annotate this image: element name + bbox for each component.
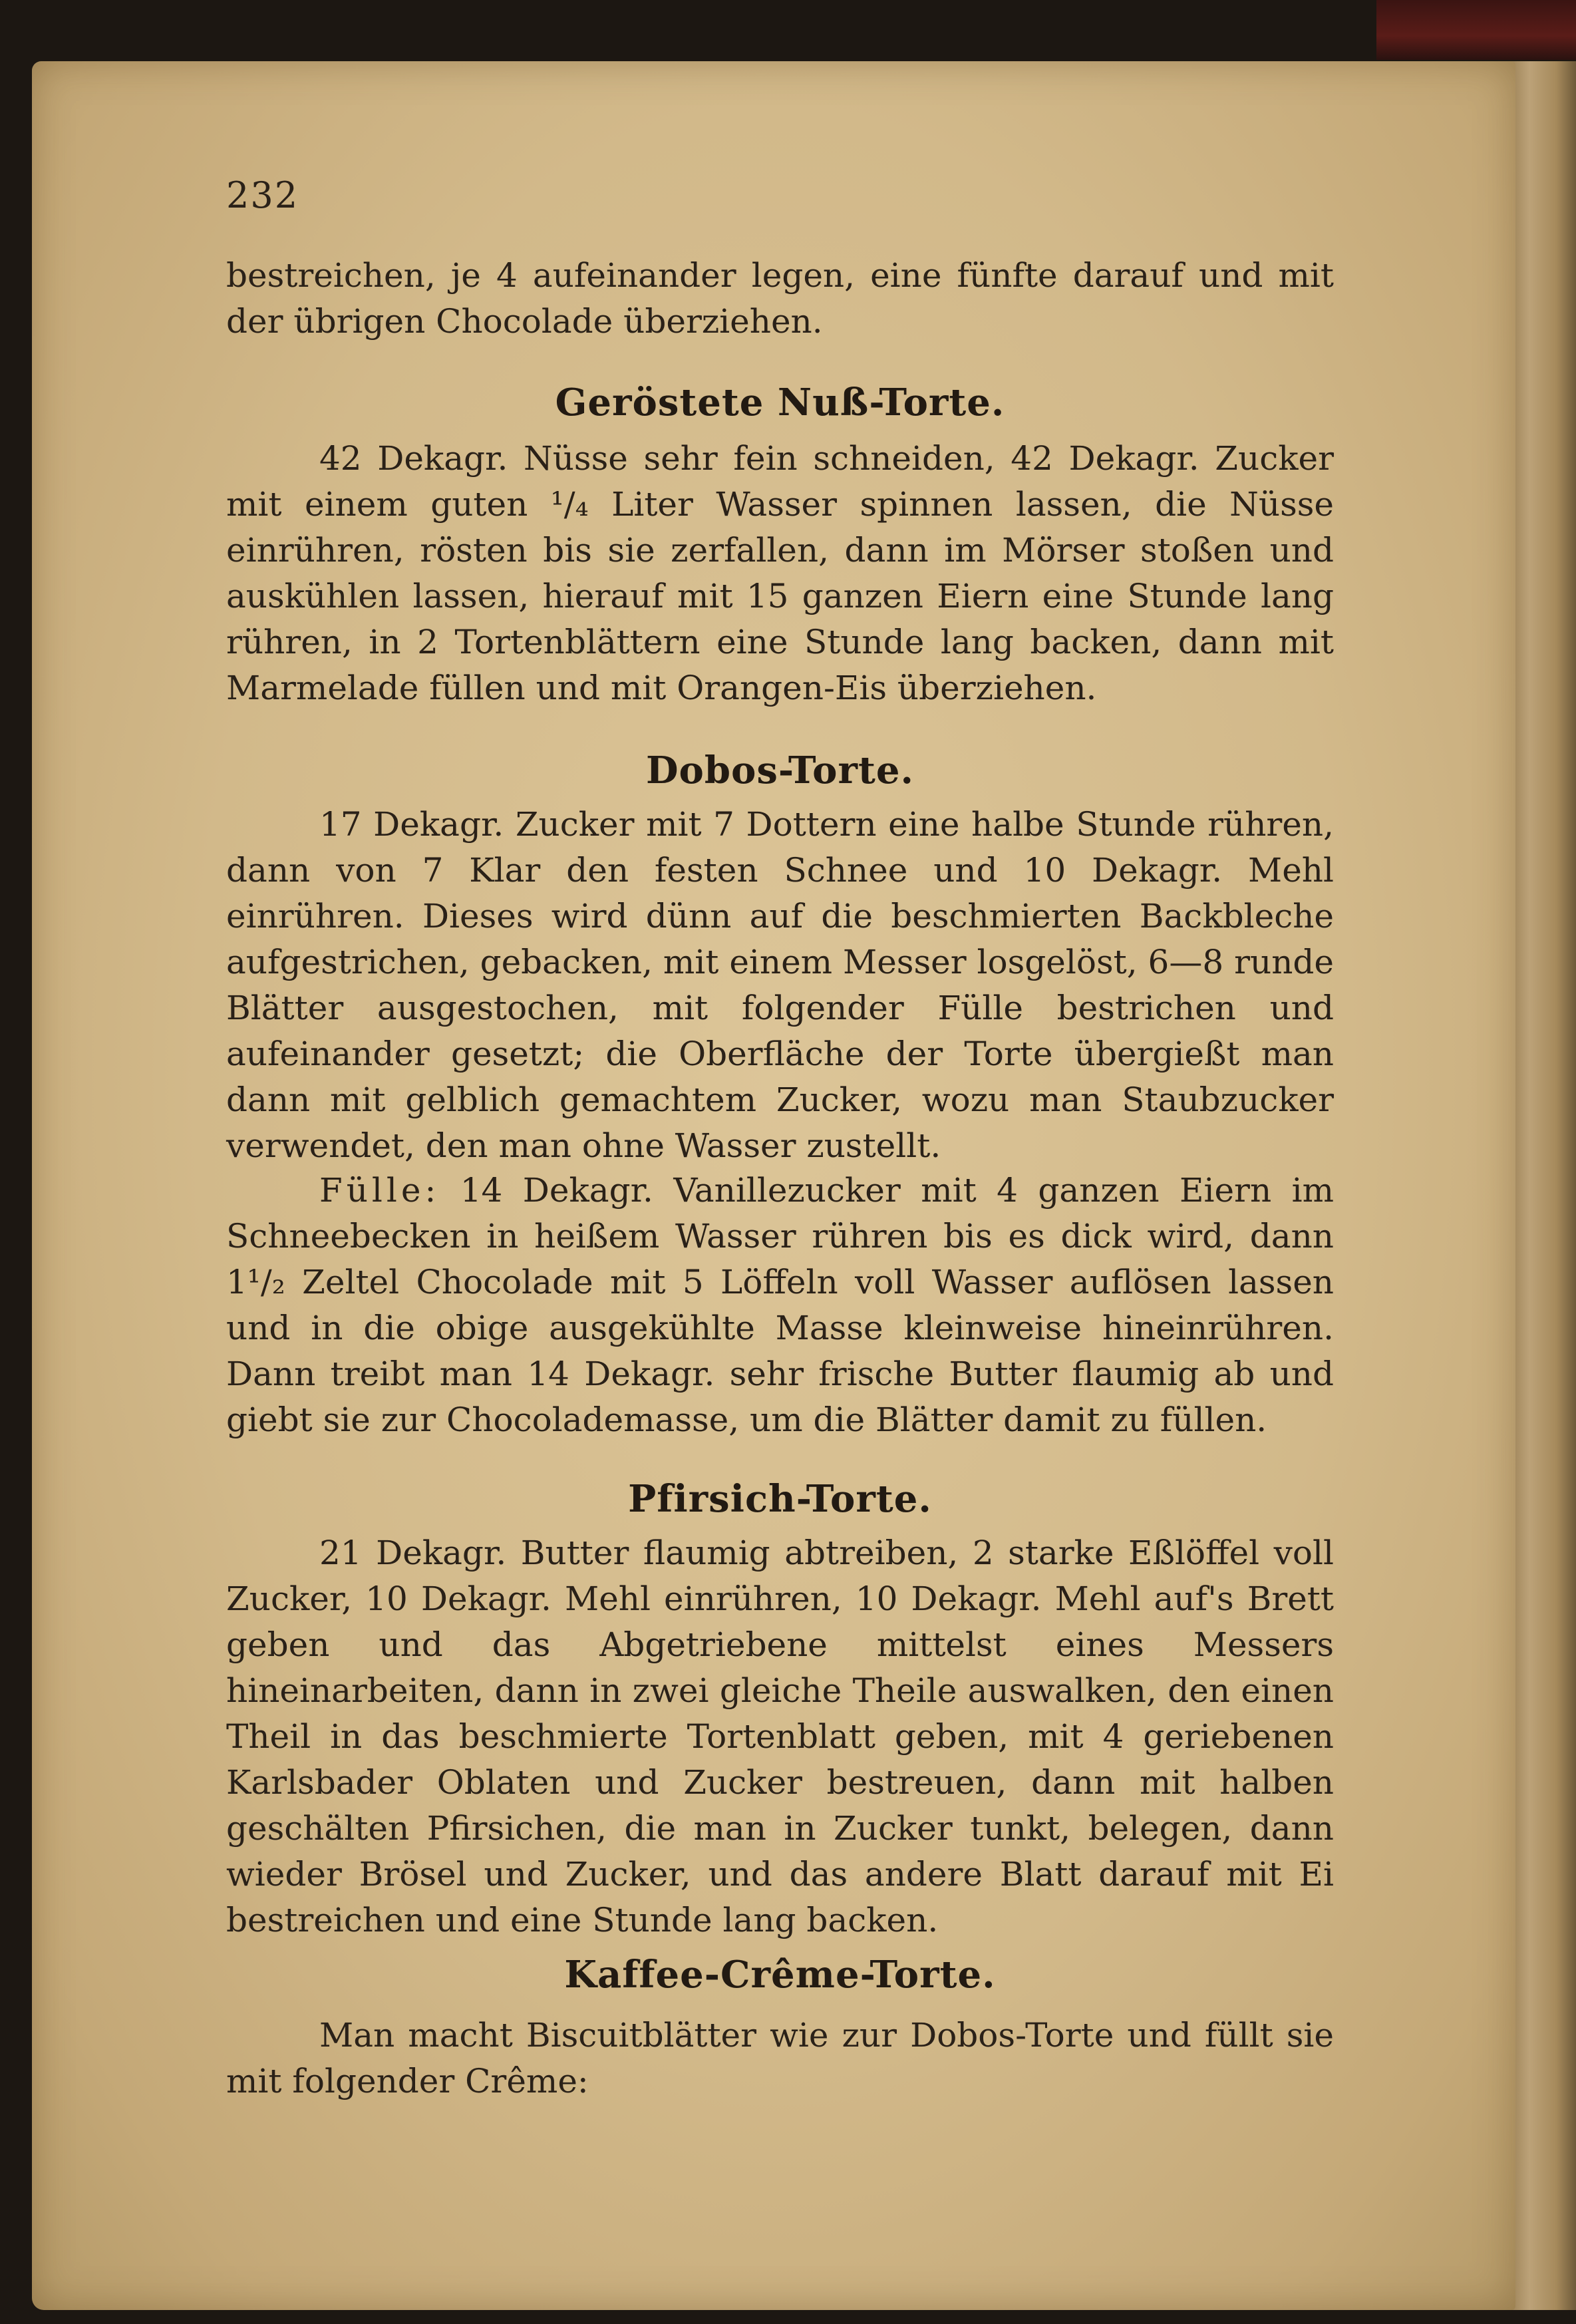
heading-pfirsich-torte: Pfirsich-Torte.: [628, 1477, 932, 1521]
paragraph-kaffee-creme-torte: Man macht Biscuitblätter wie zur Dobos-Torte und füllt sie mit folgender Crême:: [226, 2016, 1334, 2100]
intro-paragraph: bestreichen, je 4 aufeinander legen, eine fünfte darauf und mit der übrigen Chocolade überziehen.: [226, 256, 1334, 341]
fill-text: 14 Dekagr. Vanillezucker mit 4 ganzen Eiern im Schneebecken in heißem Wasser rühren bis es dick wird, dann 1¹/₂ Zeltel Chocolade mit 5 Löffeln voll Wasser auflösen lassen und in die obige ausgekühlte Masse kleinweise hineinrühren. Dann treibt man 14 Dekagr. sehr frische Butter flaumig ab und giebt sie zur Chocolademasse, um die Blätter damit zu füllen.: [226, 1171, 1334, 1439]
paragraph-dobos-torte: 17 Dekagr. Zucker mit 7 Dottern eine halbe Stunde rühren, dann von 7 Klar den festen Schnee und 10 Dekagr. Mehl einrühren. Dieses wird dünn auf die beschmierten Backbleche aufgestrichen, gebacken, mit einem Messer losgelöst, 6—8 runde Blätter ausgestochen, mit folgender Fülle bestrichen und aufeinander gesetzt; die Oberfläche der Torte übergießt man dann mit gelblich gemachtem Zucker, wozu man Staubzucker verwendet, den man ohne Wasser zustellt.: [226, 805, 1334, 1165]
heading-nuss-torte: Geröstete Nuß-Torte.: [555, 381, 1005, 424]
heading-dobos-torte: Dobos-Torte.: [645, 748, 914, 792]
book-cover-edge: [1376, 0, 1576, 60]
paragraph-dobos-fill: [226, 1168, 1334, 1443]
paragraph-nuss-torte: 42 Dekagr. Nüsse sehr fein schneiden, 42 Dekagr. Zucker mit einem guten ¹/₄ Liter Wasser spinnen lassen, die Nüsse einrühren, rösten bis sie zerfallen, dann im Mörser stoßen und auskühlen lassen, hierauf mit 15 ganzen Eiern eine Stunde lang rühren, in 2 Tortenblättern eine Stunde lang backen, dann mit Marmelade füllen und mit Orangen-Eis überziehen.: [226, 439, 1334, 707]
page-number: 232: [226, 174, 299, 216]
page-stack-edge: [1507, 61, 1576, 2310]
fill-label: Fülle:: [319, 1171, 440, 1210]
paragraph-pfirsich-torte: 21 Dekagr. Butter flaumig abtreiben, 2 starke Eßlöffel voll Zucker, 10 Dekagr. Mehl einrühren, 10 Dekagr. Mehl auf's Brett geben und das Abgetriebene mittelst eines Messers hineinarbeiten, dann in zwei gleiche Theile auswalken, den einen Theil in das beschmierte Tortenblatt geben, mit 4 geriebenen Karlsbader Oblaten und Zucker bestreuen, dann mit halben geschälten Pfirsichen, die man in Zucker tunkt, belegen, dann wieder Brösel und Zucker, und das andere Blatt darauf mit Ei bestreichen und eine Stunde lang backen.: [226, 1534, 1334, 1939]
heading-kaffee-creme-torte: Kaffee-Crême-Torte.: [564, 1953, 996, 1997]
